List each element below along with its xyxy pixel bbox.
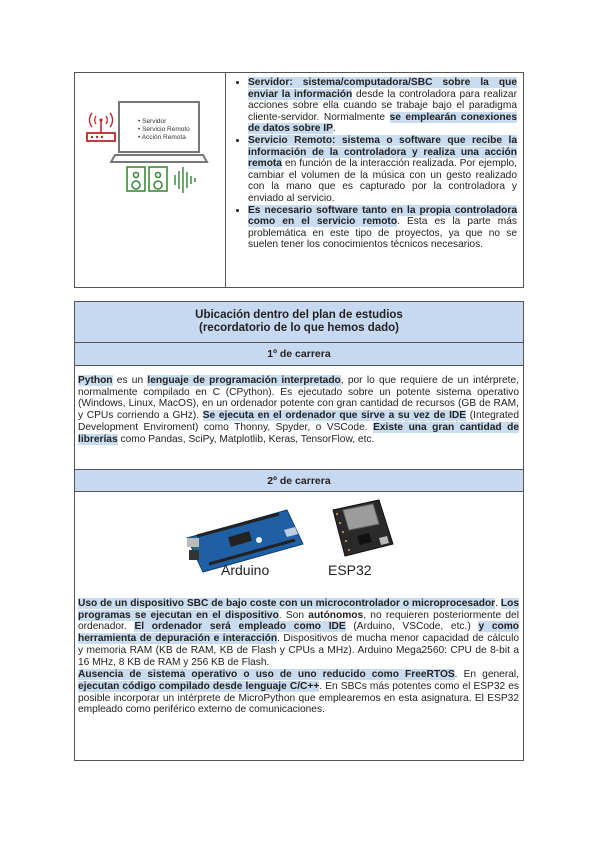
- year2-body: [75, 492, 523, 716]
- architecture-description: [226, 73, 523, 287]
- speakers-icon: [127, 167, 167, 191]
- sound-wave-icon: [175, 167, 195, 193]
- arduino-label: Arduino: [221, 562, 270, 578]
- study-plan-header: [75, 302, 523, 343]
- architecture-diagram: [75, 73, 226, 287]
- study-plan-subtitle: (recordatorio de lo que hemos dado): [199, 322, 399, 334]
- year2-paragraph-1: Uso de un dispositivo SBC de bajo coste con un microcontrolador o microprocesador. Los programas se ejecutan en el dispositivo. Son autónomos, no requieren posteriormente del ordenador. El ordenador será empleado como IDE (Arduino, VSCode, etc.) y como herramienta de depuración e interacción. Dispositivos de mucha menor capacidad de cálculo y memoria RAM (KB de RAM, KB de Flash y CPUs a MHz). Arduino Mega2560: CPU de 8-bit a 16 MHz, 8 KB de RAM y 256 KB de Flash.: [78, 598, 520, 668]
- boards-image: [75, 492, 523, 596]
- esp32-board-icon: [321, 496, 401, 562]
- esp32-label: ESP32: [328, 562, 372, 578]
- list-item: • Acción Remota: [138, 134, 186, 141]
- bullet-servidor: • Servidor: sistema/computadora/SBC sobre la que enviar la información desde la controladora para realizar acciones sobre ella cuando se trabaje bajo el paradigma cliente-servidor. Normalmente se emplearán conexiones de datos sobre IP.: [248, 77, 517, 135]
- router-icon: [87, 113, 115, 141]
- laptop-screen-list: [138, 118, 190, 142]
- study-plan-table: [74, 301, 524, 761]
- year1-heading: 1º de carrera: [75, 343, 523, 366]
- bullet-servicio-remoto: • Servicio Remoto: sistema o software que recibe la información de la controladora y realiza una acción remota en función de la interacción realizada. Por ejemplo, cambiar el volumen de la música con un gesto realizado con la mano que es capturado por la controladora y enviado al servicio.: [248, 135, 517, 205]
- list-item: • Servicio Remoto: [138, 126, 190, 133]
- architecture-table: [74, 72, 524, 288]
- laptop-base: [111, 155, 207, 162]
- study-plan-title: Ubicación dentro del plan de estudios: [195, 309, 403, 321]
- list-item: • Servidor: [138, 118, 167, 125]
- year2-heading: 2º de carrera: [75, 469, 523, 492]
- year1-paragraph: Python es un lenguaje de programación interpretado, por lo que requiere de un intérprete, normalmente compilado en C (CPython). Es ejecutado sobre un potente sistema operativo (Windows, Linux, MacOS), en un ordenador potente con gran cantidad de recursos (GB de RAM, y CPUs corriendo a GHz). Se ejecuta en el ordenador que sirve a su vez de IDE (Integrated Development Enviroment) como Thonny, Spyder, o VSCode. Existe una gran cantidad de librerías como Pandas, SciPy, Matplotlib, Keras, TensorFlow, etc.: [78, 375, 519, 445]
- year2-paragraph-2: Ausencia de sistema operativo o uso de uno reducido como FreeRTOS. En general, ejecutan código compilado desde lenguaje C/C++. En SBCs más potentes como el ESP32 es posible incorporar un intérprete de MicroPython que emplearemos en esta asignatura. El ESP32 empleado como periférico externo de comunicaciones.: [78, 669, 520, 716]
- bullet-software: • Es necesario software tanto en la propia controladora como en el servicio remoto. Esta es la parte más problemática en este tipo de proyectos, ya que no se suelen tener los conocimientos técnicos necesarios.: [248, 205, 517, 251]
- laptop-diagram: [75, 73, 225, 287]
